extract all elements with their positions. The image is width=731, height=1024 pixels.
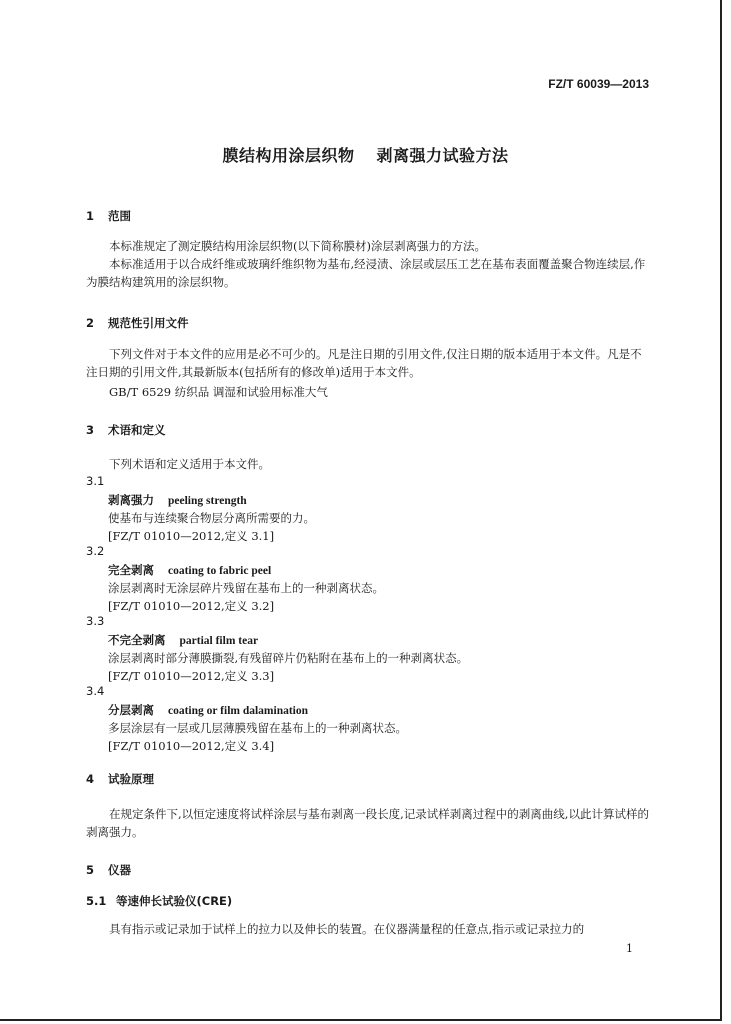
title-part2: 剥离强力试验方法: [376, 146, 509, 165]
term-reference: [FZ/T 01010—2012,定义 3.4]: [108, 739, 275, 753]
section-4-para-1: 在规定条件下,以恒定速度将试样涂层与基布剥离一段长度,记录试样剥离过程中的剥离曲线,以此计算试样的剥离强力。: [86, 807, 649, 839]
page-number: 1: [626, 942, 633, 955]
section-1-para-1: 本标准规定了测定膜结构用涂层织物(以下简称膜材)涂层剥离强力的方法。: [109, 239, 486, 253]
term-title: 完全剥离 coating to fabric peel: [108, 563, 272, 577]
section-5-heading: 5 仪器: [86, 863, 131, 877]
standard-code: FZ/T 60039—2013: [548, 77, 649, 91]
section-2-para-1: 下列文件对于本文件的应用是必不可少的。凡是注日期的引用文件,仅注日期的版本适用于本文件。凡是不注日期的引用文件,其最新版本(包括所有的修改单)适用于本文件。: [86, 347, 642, 379]
section-1-para-2: 本标准适用于以合成纤维或玻璃纤维织物为基布,经浸渍、涂层或层压工艺在基布表面覆盖聚合物连续层,作为膜结构建筑用的涂层织物。: [86, 257, 646, 289]
document-title: [0, 143, 731, 166]
term-reference: [FZ/T 01010—2012,定义 3.2]: [108, 599, 275, 613]
term-reference: [FZ/T 01010—2012,定义 3.1]: [108, 529, 275, 543]
section-5-1-heading: 5.1 等速伸长试验仪(CRE): [86, 894, 233, 908]
section-4-heading: 4 试验原理: [86, 772, 154, 786]
section-3-intro: 下列术语和定义适用于本文件。: [109, 457, 270, 471]
term-reference: [FZ/T 01010—2012,定义 3.3]: [108, 669, 275, 683]
term-definition: 涂层剥离时无涂层碎片残留在基布上的一种剥离状态。: [108, 581, 384, 595]
term-definition: 多层涂层有一层或几层薄膜残留在基布上的一种剥离状态。: [108, 721, 407, 735]
section-5-1-para-1: 具有指示或记录加于试样上的拉力以及伸长的装置。在仪器满量程的任意点,指示或记录拉力的: [109, 922, 585, 936]
term-title: 分层剥离 coating or film dalamination: [108, 703, 309, 717]
term-title: 不完全剥离 partial film tear: [108, 633, 259, 647]
term-definition: 使基布与连续聚合物层分离所需要的力。: [108, 511, 315, 525]
section-3-heading: 3 术语和定义: [86, 423, 166, 437]
term-number: 3.3: [86, 614, 105, 628]
term-title: 剥离强力 peeling strength: [108, 493, 247, 507]
title-part1: 膜结构用涂层织物: [222, 146, 355, 165]
term-number: 3.4: [86, 684, 105, 698]
section-1-heading: 1 范围: [86, 209, 131, 223]
section-2-reference: GB/T 6529 纺织品 调湿和试验用标准大气: [109, 385, 328, 399]
term-number: 3.1: [86, 474, 105, 488]
section-2-heading: 2 规范性引用文件: [86, 316, 189, 330]
term-definition: 涂层剥离时部分薄膜撕裂,有残留碎片仍粘附在基布上的一种剥离状态。: [108, 651, 469, 665]
term-number: 3.2: [86, 544, 105, 558]
